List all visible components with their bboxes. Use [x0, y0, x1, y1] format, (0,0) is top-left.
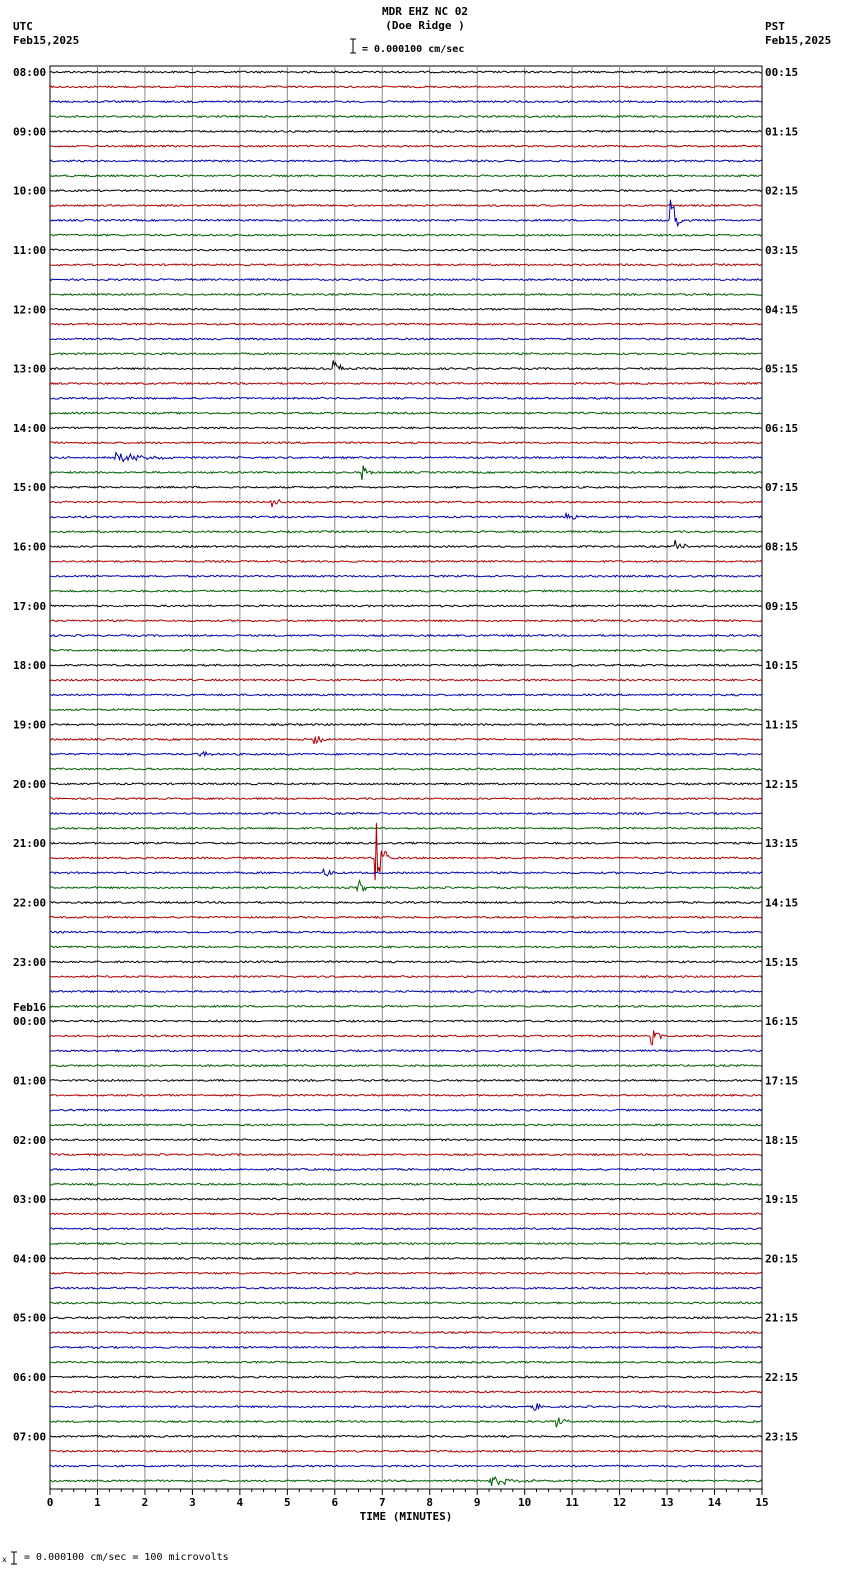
trace-row [50, 145, 762, 147]
trace-row [50, 1376, 762, 1378]
trace-row [50, 1317, 762, 1319]
utc-hour-label: 12:00 [13, 303, 47, 317]
trace-row [50, 116, 762, 118]
trace-row [50, 1450, 762, 1452]
x-tick-label: 3 [189, 1496, 196, 1509]
trace-row [50, 694, 762, 696]
utc-hour-label: 00:00 [13, 1015, 47, 1029]
trace-row [50, 635, 762, 637]
trace-row [50, 442, 762, 444]
station-location: (Doe Ridge ) [385, 19, 465, 32]
trace-row [50, 1005, 762, 1007]
trace-row [50, 1198, 762, 1200]
utc-hour-label: 21:00 [13, 837, 47, 851]
trace-row [50, 590, 762, 592]
x-tick-label: 7 [378, 1496, 386, 1509]
utc-hour-label: 13:00 [13, 362, 47, 376]
utc-hour-label: 18:00 [13, 659, 47, 673]
trace-row [50, 249, 762, 251]
trace-row [50, 1436, 762, 1438]
trace-row [50, 323, 762, 325]
utc-hour-label: 11:00 [13, 243, 47, 257]
x-tick-label: 0 [46, 1496, 54, 1509]
trace-row [50, 101, 762, 103]
utc-hour-label: 06:00 [13, 1371, 47, 1385]
utc-hour-label: 07:00 [13, 1430, 47, 1444]
pst-hour-label: 06:15 [765, 421, 799, 435]
utc-hour-label: 04:00 [13, 1252, 47, 1266]
trace-row [50, 531, 762, 533]
trace-row [50, 160, 762, 162]
trace-row [50, 827, 762, 829]
pst-hour-label: 02:15 [765, 184, 799, 198]
trace-row [50, 190, 762, 192]
trace-row [50, 1109, 762, 1111]
pst-hour-label: 18:15 [765, 1133, 799, 1147]
trace-row [50, 1302, 762, 1304]
trace-row [50, 561, 762, 563]
pst-hour-label: 19:15 [765, 1193, 799, 1207]
trace-row [50, 620, 762, 622]
trace-row [50, 86, 762, 88]
trace-row [50, 1465, 762, 1467]
trace-row [50, 664, 762, 666]
trace-row [50, 916, 762, 918]
pst-hour-label: 20:15 [765, 1252, 799, 1266]
trace-row [50, 500, 762, 507]
trace-row [50, 200, 762, 227]
pst-hour-label: 15:15 [765, 955, 799, 969]
utc-hour-label: 10:00 [13, 184, 47, 198]
trace-row [50, 294, 762, 296]
trace-row [50, 466, 762, 480]
trace-row [50, 842, 762, 844]
trace-row [50, 1124, 762, 1126]
trace-row [50, 1418, 762, 1427]
trace-row [50, 823, 762, 881]
utc-hour-label: 01:00 [13, 1074, 47, 1088]
trace-row [50, 175, 762, 177]
pst-hour-label: 08:15 [765, 540, 799, 554]
utc-hour-label: 15:00 [13, 481, 47, 495]
pst-hour-label: 04:15 [765, 303, 799, 317]
utc-zone-label: UTC [13, 20, 33, 33]
trace-row [50, 1094, 762, 1096]
trace-row [50, 869, 762, 876]
scale-label: = 0.000100 cm/sec [362, 44, 465, 55]
pst-hour-label: 09:15 [765, 599, 799, 613]
trace-row [50, 1287, 762, 1289]
utc-hour-label: 14:00 [13, 421, 47, 435]
utc-date-label: Feb15,2025 [13, 34, 80, 47]
utc-hour-label: 19:00 [13, 718, 47, 732]
trace-row [50, 724, 762, 726]
utc-hour-label: 02:00 [13, 1133, 47, 1147]
trace-row [50, 798, 762, 800]
x-tick-label: 2 [141, 1496, 149, 1509]
trace-row [50, 1169, 762, 1171]
trace-row [50, 783, 762, 785]
trace-row [50, 1031, 762, 1045]
trace-row [50, 575, 762, 577]
trace-row [50, 1154, 762, 1156]
pst-date-label: Feb15,2025 [765, 34, 832, 47]
trace-group [50, 71, 762, 1486]
trace-row [50, 264, 762, 266]
pst-hour-label: 16:15 [765, 1015, 799, 1029]
x-tick-label: 12 [612, 1496, 627, 1509]
utc-hour-label: 09:00 [13, 125, 47, 139]
utc-hour-label: 03:00 [13, 1193, 47, 1207]
trace-row [50, 650, 762, 652]
pst-hour-label: 05:15 [765, 362, 799, 376]
trace-row [50, 383, 762, 385]
trace-row [50, 130, 762, 132]
trace-row [50, 412, 762, 414]
trace-row [50, 71, 762, 73]
trace-row [50, 1403, 762, 1410]
trace-row [50, 881, 762, 892]
pst-hour-label: 22:15 [765, 1371, 799, 1385]
pst-hour-label: 11:15 [765, 718, 799, 732]
trace-row [50, 709, 762, 711]
trace-row [50, 308, 762, 310]
x-tick-label: 13 [660, 1496, 674, 1509]
pst-hour-label: 14:15 [765, 896, 799, 910]
footer-scale-icon [2, 1550, 20, 1570]
pst-hour-label: 00:15 [765, 66, 799, 79]
svg-text:x: x [2, 1555, 7, 1564]
trace-row [50, 976, 762, 978]
trace-row [50, 234, 762, 236]
trace-row [50, 1213, 762, 1215]
utc-hour-label: 20:00 [13, 777, 47, 791]
trace-row [50, 205, 762, 207]
trace-row [50, 1332, 762, 1334]
trace-row [50, 1050, 762, 1052]
station-title: MDR EHZ NC 02 [381, 5, 469, 18]
trace-row [50, 453, 762, 462]
utc-hour-label: 05:00 [13, 1311, 47, 1325]
trace-row [50, 752, 762, 756]
trace-row [50, 513, 762, 519]
trace-row [50, 1183, 762, 1185]
utc-hour-label: 17:00 [13, 599, 47, 613]
trace-row [50, 1347, 762, 1349]
pst-zone-label: PST [765, 20, 785, 33]
day-change-label: Feb16 [13, 1001, 47, 1015]
trace-row [50, 679, 762, 681]
x-tick-label: 4 [236, 1496, 244, 1509]
pst-hour-label: 17:15 [765, 1074, 799, 1088]
trace-row [50, 397, 762, 399]
x-tick-label: 9 [473, 1496, 481, 1509]
utc-hour-label: 08:00 [13, 66, 47, 79]
x-axis [47, 1489, 769, 1523]
x-tick-label: 6 [331, 1496, 339, 1509]
trace-row [50, 486, 762, 488]
trace-row [50, 1258, 762, 1260]
trace-row [50, 279, 762, 281]
trace-row [50, 902, 762, 904]
trace-row [50, 1391, 762, 1393]
trace-row [50, 427, 762, 429]
trace-row [50, 1080, 762, 1082]
trace-row [50, 1272, 762, 1274]
trace-row [50, 931, 762, 933]
trace-row [50, 768, 762, 770]
x-axis-label: TIME (MINUTES) [359, 1510, 453, 1523]
pst-hour-label: 13:15 [765, 837, 799, 851]
trace-row [50, 338, 762, 340]
pst-hour-label: 07:15 [765, 481, 799, 495]
x-tick-label: 8 [426, 1496, 434, 1509]
trace-row [50, 1243, 762, 1245]
x-tick-label: 15 [755, 1496, 769, 1509]
trace-row [50, 1361, 762, 1363]
trace-row [50, 736, 762, 744]
pst-hour-label: 01:15 [765, 125, 799, 139]
trace-row [50, 946, 762, 948]
trace-row [50, 1139, 762, 1141]
trace-row [50, 1477, 762, 1486]
trace-row [50, 991, 762, 993]
trace-row [50, 1020, 762, 1022]
trace-row [50, 360, 762, 369]
trace-row [50, 1065, 762, 1067]
utc-hour-label: 16:00 [13, 540, 47, 554]
x-tick-label: 14 [707, 1496, 722, 1509]
pst-hour-label: 10:15 [765, 659, 799, 673]
pst-hour-label: 12:15 [765, 777, 799, 791]
utc-hour-label: 22:00 [13, 896, 47, 910]
footer-scale-label: = 0.000100 cm/sec = 100 microvolts [24, 1552, 229, 1563]
pst-hour-label: 03:15 [765, 243, 799, 257]
trace-row [50, 605, 762, 607]
trace-row [50, 961, 762, 963]
x-tick-label: 1 [94, 1496, 101, 1509]
trace-row [50, 540, 762, 548]
utc-hour-label: 23:00 [13, 955, 47, 969]
trace-row [50, 1228, 762, 1230]
x-tick-label: 5 [284, 1496, 291, 1509]
x-tick-label: 11 [565, 1496, 579, 1509]
x-tick-label: 10 [518, 1496, 532, 1509]
pst-hour-label: 21:15 [765, 1311, 799, 1325]
trace-row [50, 353, 762, 355]
trace-row [50, 813, 762, 815]
pst-hour-label: 23:15 [765, 1430, 799, 1444]
